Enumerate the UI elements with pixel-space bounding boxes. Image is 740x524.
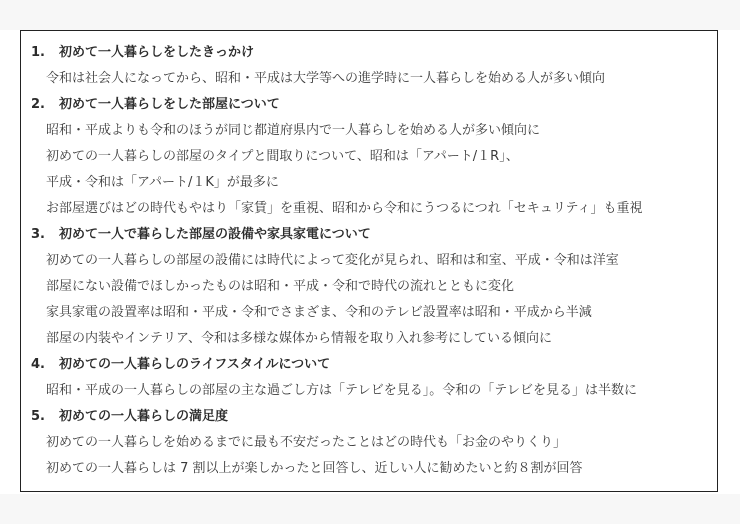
section-1-item-1: 令和は社会人になってから、昭和・平成は大学等への進学時に一人暮らしを始める人が多い傾向 [46, 71, 606, 86]
section-5-item-1: 初めての一人暮らしを始めるまでに最も不安だったことはどの時代も「お金のやりくり」 [46, 435, 567, 450]
section-2-item-4: お部屋選びはどの時代もやはり「家賃」を重視、昭和から令和にうつるにつれ「セキュリティ」も重視 [46, 201, 643, 216]
top-background-band [0, 0, 740, 30]
section-2-item-1: 昭和・平成よりも令和のほうが同じ都道府県内で一人暮らしを始める人が多い傾向に [46, 123, 541, 138]
section-title-3: 初めて一人で暮らした部屋の設備や家具家電について [59, 227, 371, 242]
section-2-item-3: 平成・令和は「アパート/１K」が最多に [46, 175, 279, 190]
section-3-item-1: 初めての一人暮らしの部屋の設備には時代によって変化が見られ、昭和は和室、平成・令和は洋室 [46, 253, 619, 268]
section-heading-1 [21, 40, 717, 66]
section-number-2: 2. [31, 97, 45, 112]
section-heading-5 [21, 404, 717, 430]
section-4-item-1: 昭和・平成の一人暮らしの部屋の主な過ごし方は「テレビを見る」。令和の「テレビを見る」は半数に [46, 383, 637, 398]
section-3-item-2: 部屋にない設備でほしかったものは昭和・平成・令和で時代の流れとともに変化 [46, 279, 515, 294]
section-number-5: 5. [31, 409, 45, 424]
survey-summary-box [20, 30, 718, 492]
section-number-4: 4. [31, 357, 45, 372]
bottom-background-band [0, 494, 740, 524]
section-title-2: 初めて一人暮らしをした部屋について [59, 97, 280, 112]
section-title-4: 初めての一人暮らしのライフスタイルについて [59, 357, 331, 372]
section-title-5: 初めての一人暮らしの満足度 [59, 409, 229, 424]
section-3-item-3: 家具家電の設置率は昭和・平成・令和でさまざま、令和のテレビ設置率は昭和・平成から半減 [46, 305, 592, 320]
section-5-item-2: 初めての一人暮らしは 7 割以上が楽しかったと回答し、近しい人に勧めたいと約８割が回答 [46, 461, 583, 476]
section-number-3: 3. [31, 227, 45, 242]
section-heading-4 [21, 352, 717, 378]
section-number-1: 1. [31, 45, 45, 60]
section-2-item-2: 初めての一人暮らしの部屋のタイプと間取りについて、昭和は「アパート/１R」、 [46, 149, 519, 164]
section-heading-3 [21, 222, 717, 248]
section-heading-2 [21, 92, 717, 118]
section-title-1: 初めて一人暮らしをしたきっかけ [59, 45, 255, 60]
section-3-item-4: 部屋の内装やインテリア、令和は多様な媒体から情報を取り入れ参考にしている傾向に [46, 331, 552, 346]
